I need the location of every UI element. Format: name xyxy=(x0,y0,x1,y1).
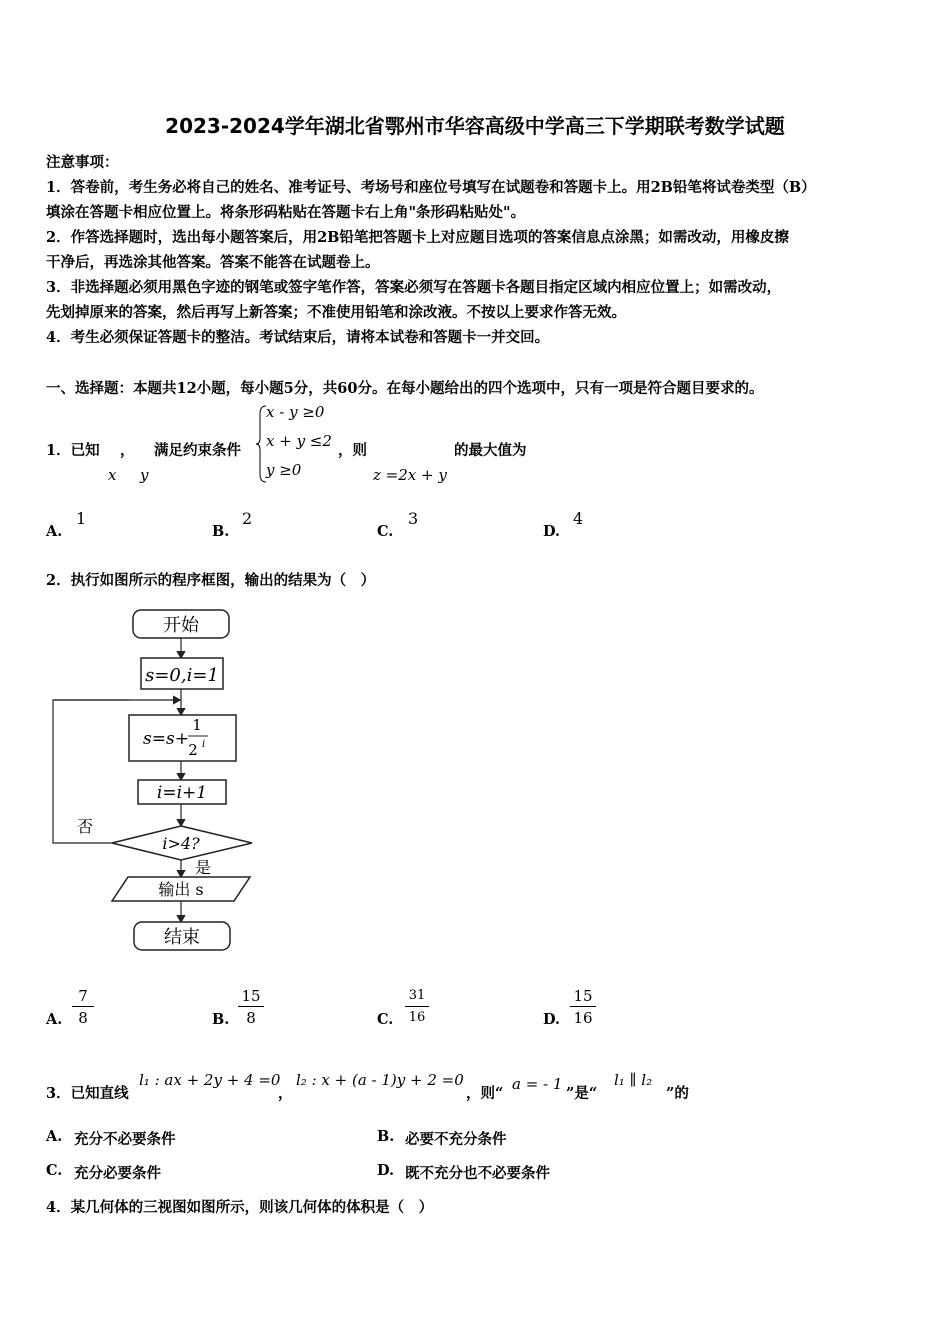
q2-option-b-den: 8 xyxy=(246,1009,256,1027)
flow-yes-label: 是 xyxy=(195,858,212,877)
q1-option-c-label[interactable]: C. xyxy=(377,523,394,540)
q2-option-c-label[interactable]: C. xyxy=(377,1011,394,1028)
q1-text-4: ，则 xyxy=(338,442,367,459)
q2-option-c-num: 31 xyxy=(405,986,429,1007)
flow-frac-num: 1 xyxy=(192,716,202,734)
q1-option-a-label[interactable]: A. xyxy=(46,523,63,540)
note-1-line-2: 填涂在答题卡相应位置上。将条形码粘贴在答题卡右上角"条形码粘贴处"。 xyxy=(46,204,526,221)
q3-option-a-text: 充分不必要条件 xyxy=(74,1131,176,1148)
note-4: 4．考生必须保证答题卡的整洁。考试结束后，请将本试卷和答题卡一并交回。 xyxy=(46,329,550,346)
flow-init-label: s=0,i=1 xyxy=(145,665,219,686)
q2-option-d-den: 16 xyxy=(573,1009,593,1027)
q2-option-d-fraction xyxy=(570,986,596,1029)
section-heading: 一、选择题：本题共12小题，每小题5分，共60分。在每小题给出的四个选项中，只有一项是符合题目要求的。 xyxy=(46,380,764,397)
q1-text-2: ， xyxy=(120,442,135,459)
q3-text-5: ”的 xyxy=(666,1085,689,1102)
flow-no-label: 否 xyxy=(77,817,94,836)
q3-option-c-text: 充分必要条件 xyxy=(74,1165,161,1182)
q3-parallel: l₁ ∥ l₂ xyxy=(614,1071,653,1089)
flow-cond-label: i>4? xyxy=(162,834,200,853)
flow-end-label: 结束 xyxy=(164,927,200,948)
q1-var-y: y xyxy=(140,466,149,484)
note-3-line-1: 3．非选择题必须用黑色字迹的钢笔或签字笔作答，答案必须写在答题卡各题目指定区域内相应位置上；如需改动， xyxy=(46,279,782,296)
q2-option-d-label[interactable]: D. xyxy=(543,1011,561,1028)
q1-constraint-2: x + y ≤2 xyxy=(266,432,332,450)
q3-text-3: ，则“ xyxy=(466,1085,504,1102)
q3-text-4: ”是“ xyxy=(566,1085,598,1102)
q1-text-1: 1．已知 xyxy=(46,442,100,459)
notes-heading: 注意事项： xyxy=(46,154,119,171)
flow-start-label: 开始 xyxy=(163,615,199,636)
q3-option-c-label[interactable]: C. xyxy=(46,1162,63,1179)
q3-option-a-label[interactable]: A. xyxy=(46,1128,63,1145)
q1-option-b-label[interactable]: B. xyxy=(212,523,230,540)
q3-line-2: l₂ : x + (a - 1)y + 2 =0 xyxy=(296,1071,464,1089)
note-2-line-1: 2．作答选择题时，选出每小题答案后，用2B铅笔把答题卡上对应题目选项的答案信息点涂黑；如需改动，用橡皮擦 xyxy=(46,229,789,246)
flow-frac-den: 2 xyxy=(188,741,198,759)
q2-option-b-num: 15 xyxy=(238,986,264,1007)
q2-option-b-label[interactable]: B. xyxy=(212,1011,230,1028)
q1-option-d-value: 4 xyxy=(573,509,584,528)
q3-option-b-text: 必要不充分条件 xyxy=(405,1131,507,1148)
q2-option-b-fraction xyxy=(238,986,264,1029)
flow-output-label: 输出 s xyxy=(158,880,204,899)
q2-option-a-num: 7 xyxy=(72,986,94,1007)
q3-text-1: 3．已知直线 xyxy=(46,1085,129,1102)
q1-option-d-label[interactable]: D. xyxy=(543,523,561,540)
flowchart xyxy=(40,600,270,960)
q1-constraint-1: x - y ≥0 xyxy=(266,403,325,421)
q2-option-c-den: 16 xyxy=(408,1010,426,1025)
flow-incr-label: i=i+1 xyxy=(156,783,208,803)
q3-text-2: ， xyxy=(278,1085,293,1102)
q2-option-d-num: 15 xyxy=(570,986,596,1007)
q2-option-a-fraction xyxy=(72,986,94,1029)
q2-text: 2．执行如图所示的程序框图，输出的结果为（ ） xyxy=(46,572,376,589)
q1-z-expression: z =2x + y xyxy=(373,466,447,484)
q2-option-c-fraction xyxy=(405,986,429,1029)
q1-text-3: 满足约束条件 xyxy=(154,442,241,459)
q3-line-1: l₁ : ax + 2y + 4 =0 xyxy=(139,1071,281,1089)
q2-option-a-label[interactable]: A. xyxy=(46,1011,63,1028)
q4-text: 4．某几何体的三视图如图所示，则该几何体的体积是（ ） xyxy=(46,1199,434,1216)
note-1-line-1: 1．答卷前，考生务必将自己的姓名、准考证号、考场号和座位号填写在试题卷和答题卡上。用2B铅笔将试卷类型（B） xyxy=(46,179,816,196)
q3-option-d-label[interactable]: D. xyxy=(377,1162,395,1179)
note-3-line-2: 先划掉原来的答案，然后再写上新答案；不准使用铅笔和涂改液。不按以上要求作答无效。 xyxy=(46,304,626,321)
q3-option-d-text: 既不充分也不必要条件 xyxy=(405,1165,550,1182)
q2-option-a-den: 8 xyxy=(78,1009,88,1027)
q1-var-x: x xyxy=(108,466,117,484)
flow-body-prefix: s=s+ xyxy=(143,729,189,749)
q1-option-b-value: 2 xyxy=(242,509,253,528)
q1-constraint-3: y ≥0 xyxy=(266,461,302,479)
q3-option-b-label[interactable]: B. xyxy=(377,1128,395,1145)
q1-option-c-value: 3 xyxy=(408,509,419,528)
flow-frac-exp: i xyxy=(202,739,206,750)
page-title: 2023-2024学年湖北省鄂州市华容高级中学高三下学期联考数学试题 xyxy=(165,114,785,138)
q1-text-5: 的最大值为 xyxy=(454,442,527,459)
q3-condition: a = - 1 xyxy=(512,1075,563,1093)
q1-option-a-value: 1 xyxy=(76,509,87,528)
note-2-line-2: 干净后，再选涂其他答案。答案不能答在试题卷上。 xyxy=(46,254,380,271)
